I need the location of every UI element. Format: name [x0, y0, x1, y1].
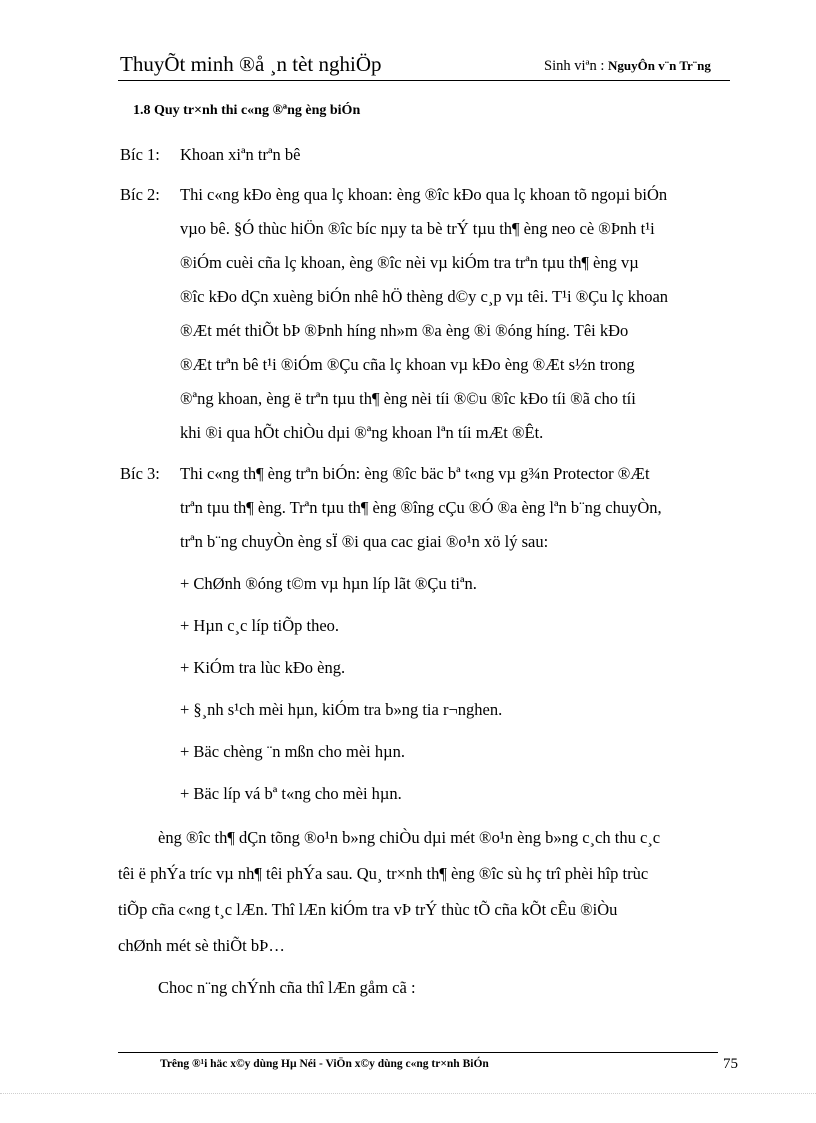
paragraph-line: èng ®îc th¶ dÇn tõng ®o¹n b»ng chiÒu dµi mét ®o¹n èng b»ng c¸ch thu c¸c — [158, 828, 661, 847]
section-title: 1.8 Quy tr×nh thi c«ng ®ªng èng biÓn — [133, 103, 361, 118]
step-2-line: Thi c«ng kÐo èng qua lç khoan: èng ®îc kÐo qua lç khoan tõ ngoµi biÓn — [180, 185, 668, 204]
step-2-line: ®Æt trªn bê t¹i ®iÓm ®Çu cña lç khoan vµ kÐo èng ®Æt s½n trong — [180, 355, 635, 374]
footer-text: Trêng ®¹i häc x©y dùng Hµ Néi - ViÖn x©y dùng c«ng tr×nh BiÓn — [160, 1058, 489, 1070]
footer-rule — [118, 1052, 718, 1053]
paragraph-line: chØnh mét sè thiÕt bÞ… — [118, 936, 285, 955]
page-edge-dotted-line — [0, 1093, 816, 1094]
step-2-line: vµo bê. §Ó thùc hiÖn ®îc bíc nµy ta bè trÝ tµu th¶ èng neo cè ®Þnh t¹i — [180, 219, 655, 238]
header-rule — [118, 80, 730, 81]
student-name: NguyÔn v¨n Tr¨ng — [608, 58, 711, 73]
header-student — [544, 58, 711, 75]
step-3-label: Bíc 3: — [120, 464, 160, 483]
step-2-label: Bíc 2: — [120, 185, 160, 204]
process-item: + Bäc líp vá bª t«ng cho mèi hµn. — [180, 784, 402, 803]
student-label: Sinh viªn : — [544, 58, 609, 74]
step-2-line: khi ®i qua hÕt chiÒu dµi ®ªng khoan lªn tíi mÆt ®Êt. — [180, 423, 544, 442]
step-3-line: trªn tµu th¶ èng. Trªn tµu th¶ èng ®îng cÇu ®Ó ®a èng lªn b¨ng chuyÒn, — [180, 498, 662, 517]
step-2-line: ®iÓm cuèi cña lç khoan, èng ®îc nèi vµ kiÓm tra trªn tµu th¶ èng vµ — [180, 253, 639, 272]
step-3-line: trªn b¨ng chuyÒn èng sÏ ®i qua cac giai ®o¹n xö lý sau: — [180, 532, 549, 551]
header-title: ThuyÕt minh ®å ¸n tèt nghiÖp — [120, 52, 382, 76]
step-1-label: Bíc 1: — [120, 145, 160, 164]
page-number: 75 — [723, 1056, 738, 1072]
process-item: + ChØnh ®óng t©m vµ hµn líp lãt ®Çu tiªn. — [180, 574, 477, 593]
step-3-line: Thi c«ng th¶ èng trªn biÓn: èng ®îc bäc bª t«ng vµ g¾n Protector ®Æt — [180, 464, 650, 483]
process-item: + Bäc chèng ¨n mßn cho mèi hµn. — [180, 742, 406, 761]
process-item: + §¸nh s¹ch mèi hµn, kiÓm tra b»ng tia r¬nghen. — [180, 700, 503, 719]
step-2-line: ®Æt mét thiÕt bÞ ®Þnh híng nh»m ®a èng ®i ®óng híng. Têi kÐo — [180, 321, 629, 340]
step-2-line: ®ªng khoan, èng ë trªn tµu th¶ èng nèi tíi ®©u ®îc kÐo tíi ®ã cho tíi — [180, 389, 636, 408]
step-1-text: Khoan xiªn trªn bê — [180, 145, 301, 164]
paragraph-line: tiÕp cña c«ng t¸c lÆn. Thî lÆn kiÓm tra vÞ trÝ thùc tÕ cña kÕt cÊu ®iÒu — [118, 900, 618, 919]
step-2-line: ®îc kÐo dÇn xuèng biÓn nhê hÖ thèng d©y c¸p vµ têi. T¹i ®Çu lç khoan — [180, 287, 669, 306]
paragraph-line: têi ë phÝa tríc vµ nh¶ têi phÝa sau. Qu¸ tr×nh th¶ èng ®îc sù hç trî phèi hîp trùc — [118, 864, 649, 883]
closing-line: Choc n¨ng chÝnh cña thî lÆn gåm cã : — [158, 978, 416, 997]
process-item: + Hµn c¸c líp tiÕp theo. — [180, 616, 340, 635]
process-item: + KiÓm tra lùc kÐo èng. — [180, 658, 346, 677]
